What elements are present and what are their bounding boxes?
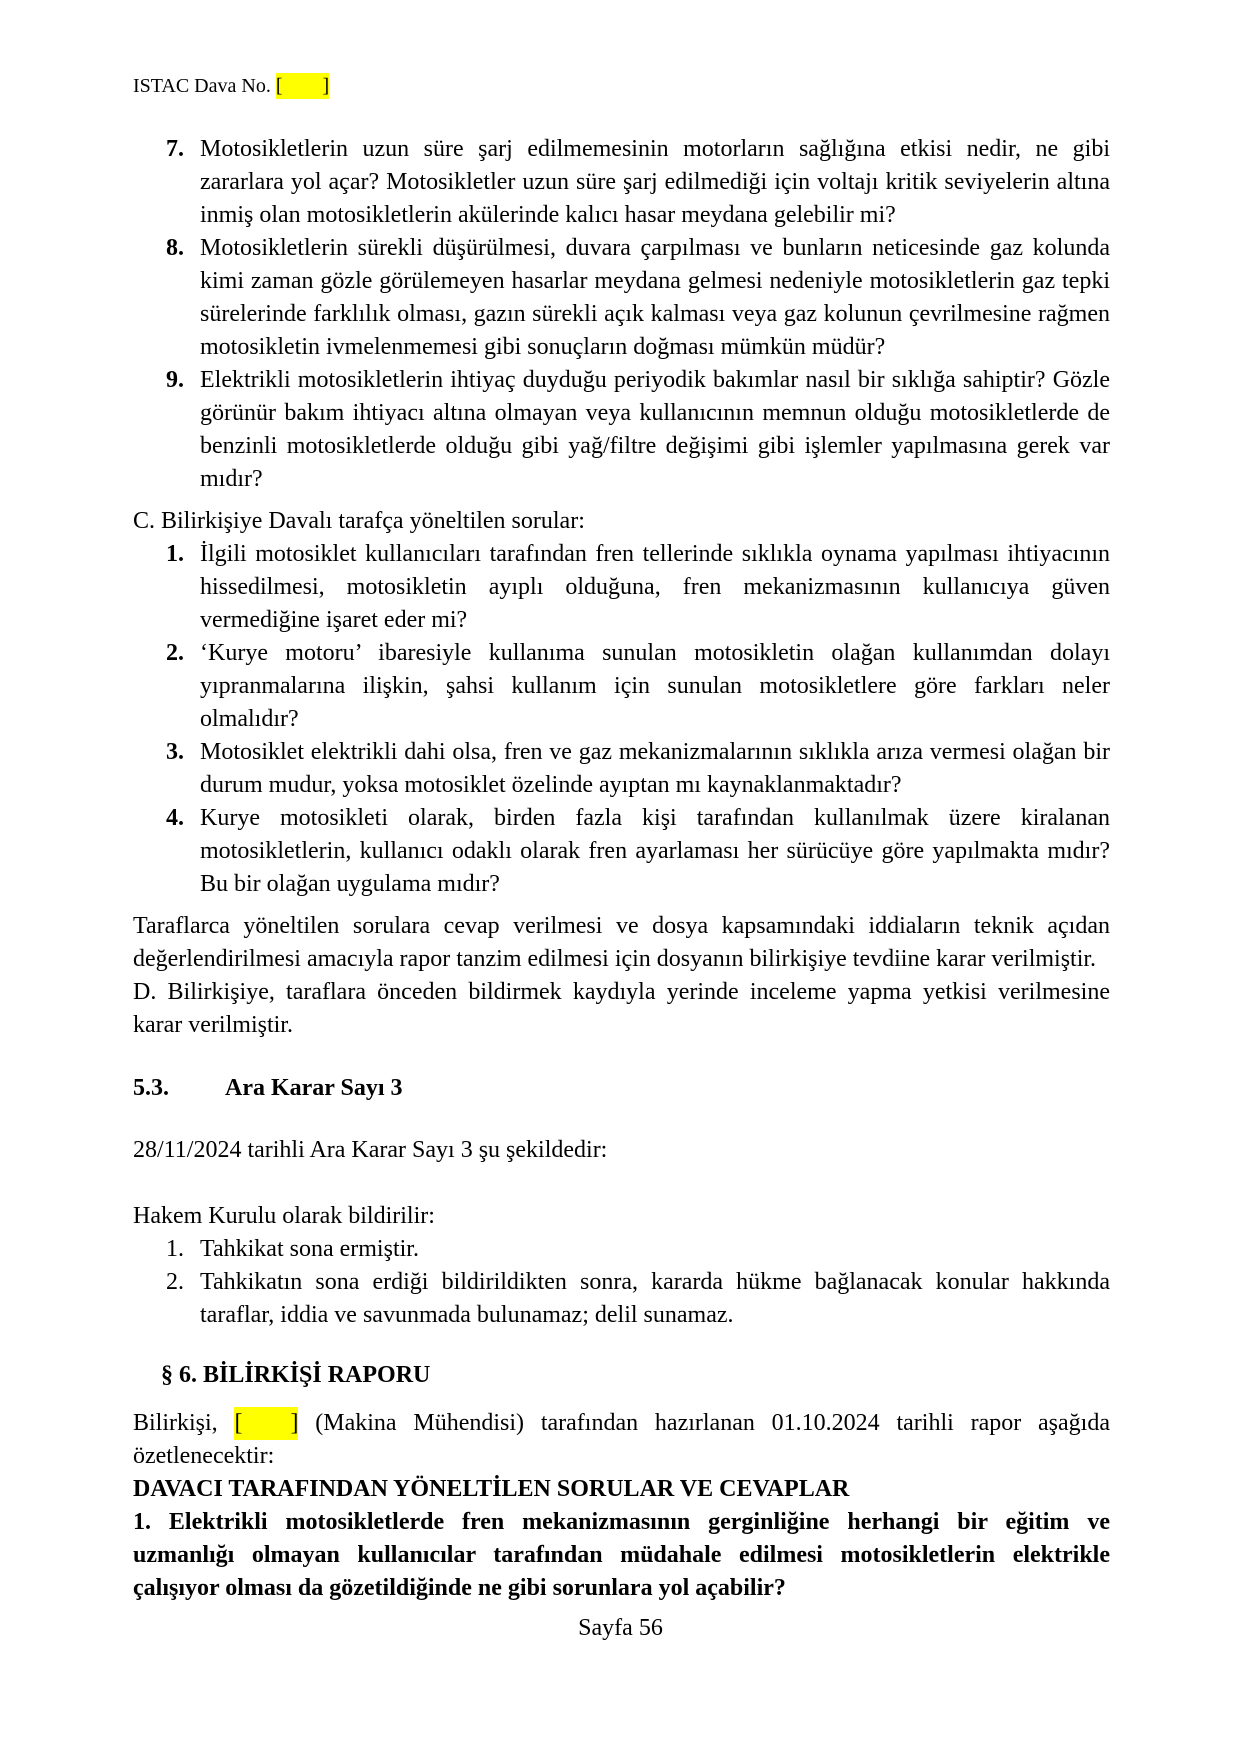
list-item-c3 xyxy=(133,736,1110,802)
section-6-heading: § 6. BİLİRKİŞİ RAPORU xyxy=(161,1362,431,1388)
item-number: 1. xyxy=(166,541,184,567)
claimant-questions-list xyxy=(133,133,1110,496)
subheading-claimant-questions: DAVACI TARAFINDAN YÖNELTİLEN SORULAR VE CEVAPLAR xyxy=(133,1476,850,1502)
item-text: Kurye motosikleti olarak, birden fazla kişi tarafından kullanılmak üzere kiralanan motosikletlerin, kullanıcı odaklı olarak fren ayarlaması her sürücüye göre yapılmakta mıdır? Bu bir olağan uygulama mıdır? xyxy=(200,805,1110,897)
paragraph-expert-referral: Taraflarca yöneltilen sorulara cevap verilmesi ve dosya kapsamındaki iddiaların teknik açıdan değerlendirilmesi amacıyla rapor tanzim edilmesi için dosyanın bilirkişiye tevdiine karar verilmiştir. xyxy=(133,913,1110,972)
paragraph-tribunal-notice: Hakem Kurulu olarak bildirilir: xyxy=(133,1203,435,1229)
item-number: 3. xyxy=(166,739,184,765)
list-item-7 xyxy=(133,133,1110,232)
list-item-c1 xyxy=(133,538,1110,637)
item-text: ‘Kurye motoru’ ibaresiyle kullanıma sunulan motosikletin olağan kullanımdan dolayı yıpranmalarına ilişkin, şahsi kullanım için sunulan motosikletlere göre farkları neler olmalıdır? xyxy=(200,640,1110,732)
paragraph-interim-decision-intro: 28/11/2024 tarihli Ara Karar Sayı 3 şu şekildedir: xyxy=(133,1137,608,1163)
item-number: 7. xyxy=(166,136,184,162)
spacer xyxy=(133,901,1110,910)
expert-intro-before: Bilirkişi, xyxy=(133,1410,235,1436)
item-text: İlgili motosiklet kullanıcıları tarafından fren tellerinde sıklıkla oynama yapılması ihtiyacının hissedilmesi, motosikletin ayıplı olduğuna, fren mekanizmasının kullanıcıya güven vermediğine işaret eder mi? xyxy=(200,541,1110,633)
expert-intro-after: (Makina Mühendisi) tarafından hazırlanan 01.10.2024 tarihli rapor aşağıda özetlenecektir: xyxy=(133,1410,1110,1469)
item-number: 9. xyxy=(166,367,184,393)
expert-name-redaction: [ ] xyxy=(234,1407,298,1440)
item-number: 1. xyxy=(166,1236,184,1262)
page-footer: Sayfa 56 xyxy=(578,1615,663,1641)
item-number: 2. xyxy=(166,640,184,666)
section-c-heading: C. Bilirkişiye Davalı tarafça yöneltilen sorular: xyxy=(133,508,585,534)
item-number: 2. xyxy=(166,1269,184,1295)
spacer xyxy=(133,1167,1110,1200)
list-item-8 xyxy=(133,232,1110,364)
item-text: Tahkikat sona ermiştir. xyxy=(200,1236,419,1262)
item-text: Motosiklet elektrikli dahi olsa, fren ve gaz mekanizmalarının sıklıkla arıza vermesi olağan bir durum mudur, yoksa motosiklet özelinde ayıptan mı kaynaklanmaktadır? xyxy=(200,739,1110,798)
item-text: Motosikletlerin sürekli düşürülmesi, duvara çarpılması ve bunların neticesinde gaz kolunda kimi zaman gözle görülemeyen hasarlar meydana gelmesi nedeniyle motosikletlerin gaz tepki sürelerinde farklılık olması, gazın sürekli açık kalması veya gaz kolunun çevrilmesine rağmen motosikletin ivmelenmemesi gibi sonuçların doğması mümkün müdür? xyxy=(200,235,1110,360)
item-text: Motosikletlerin uzun süre şarj edilmemesinin motorların sağlığına etkisi nedir, ne gibi zararlara yol açar? Motosikletler uzun süre şarj edilmediği için voltajı kritik seviyelerin altına inmiş olan motosikletlerin akülerinde kalıcı hasar meydana gelebilir mi? xyxy=(200,136,1110,228)
list-item-t1 xyxy=(133,1233,1110,1266)
paragraph-site-inspection: D. Bilirkişiye, taraflara önceden bildirmek kaydıyla yerinde inceleme yapma yetkisi verilmesine karar verilmiştir. xyxy=(133,979,1110,1038)
item-text: Tahkikatın sona erdiği bildirildikten sonra, kararda hükme bağlanacak konular hakkında taraflar, iddia ve savunmada bulunamaz; delil sunamaz. xyxy=(200,1269,1110,1328)
section-5-3-heading xyxy=(133,1072,1110,1105)
item-text: Elektrikli motosikletlerin ihtiyaç duyduğu periyodik bakımlar nasıl bir sıklığa sahiptir? Gözle görünür bakım ihtiyacı altına olmayan veya kullanıcının memnun olduğu motosikletlerde de benzinli motosikletlerde olduğu gibi yağ/filtre değişimi gibi işlemler yapılmasına gerek var mıdır? xyxy=(200,367,1110,492)
heading-title: Ara Karar Sayı 3 xyxy=(225,1075,403,1101)
case-number-label: ISTAC Dava No. xyxy=(133,75,276,97)
list-item-t2 xyxy=(133,1266,1110,1332)
list-item-c4 xyxy=(133,802,1110,901)
bold-question-1: 1. Elektrikli motosikletlerde fren mekanizmasının gerginliğine herhangi bir eğitim ve uzmanlığı olmayan kullanıcılar tarafından müdahale edilmesi motosikletlerin elektrikle çalışıyor olması da gözetildiğinde ne gibi sorunlara yol açabilir? xyxy=(133,1509,1110,1601)
item-number: 8. xyxy=(166,235,184,261)
item-number: 4. xyxy=(166,805,184,831)
heading-number: 5.3. xyxy=(133,1075,169,1101)
tribunal-notice-list xyxy=(133,1233,1110,1332)
respondent-questions-list xyxy=(133,538,1110,901)
page-header xyxy=(133,73,1110,99)
list-item-c2 xyxy=(133,637,1110,736)
list-item-9 xyxy=(133,364,1110,496)
paragraph-expert-report-intro xyxy=(133,1407,1110,1473)
case-number-redaction: [ ] xyxy=(275,75,330,97)
